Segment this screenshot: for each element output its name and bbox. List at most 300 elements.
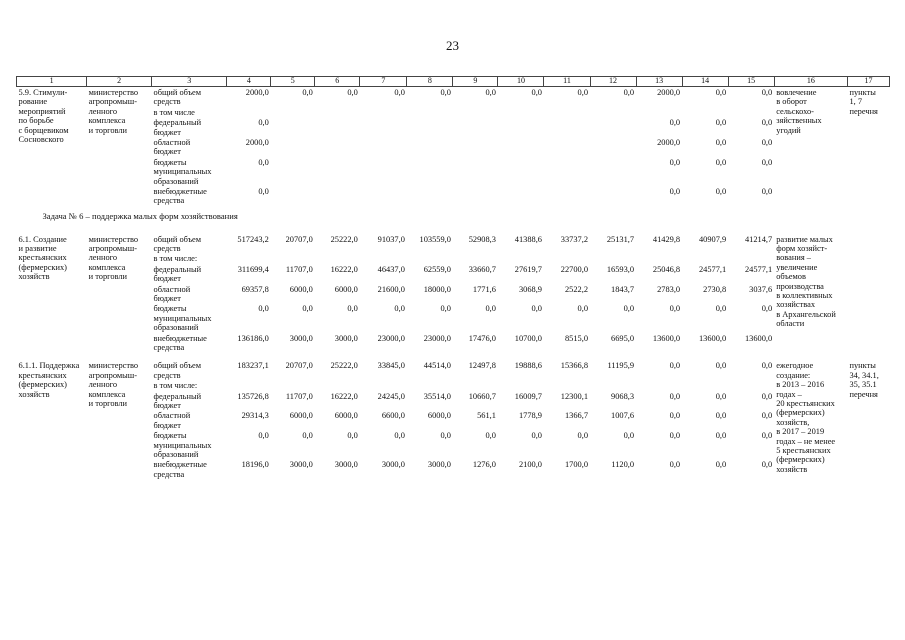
column-number-cell: 8 [407, 77, 453, 87]
amount-cell [498, 410, 544, 430]
amount-cell [636, 253, 682, 263]
amount-cell-text: 1843,7 [611, 284, 635, 294]
amount-cell [682, 360, 728, 380]
amount-cell [498, 391, 544, 411]
amount-cell [544, 303, 590, 332]
amount-cell [407, 391, 453, 411]
amount-cell-text: 0,0 [485, 431, 496, 441]
expected-result-cell-text: вовлечение в оборот сельскохо- зяйственных угодий [776, 88, 822, 135]
amount-cell [227, 303, 271, 332]
amount-cell-text: 0,0 [715, 157, 727, 167]
amount-cell [590, 333, 636, 353]
amount-cell-text: 41429,8 [652, 234, 681, 244]
amount-cell [682, 430, 728, 459]
amount-cell-text: 0,0 [669, 460, 681, 470]
amount-cell-text: 135726,8 [237, 391, 269, 401]
amount-cell-text: 0,0 [347, 304, 358, 314]
amount-cell [271, 157, 315, 186]
column-number-cell: 5 [271, 77, 315, 87]
funding-source-cell [152, 303, 227, 332]
amount-cell [590, 410, 636, 430]
amount-cell [453, 137, 498, 157]
amount-cell [636, 410, 682, 430]
amount-cell-text: 24577,1 [744, 264, 773, 274]
funding-row [17, 234, 890, 254]
amount-cell [315, 333, 360, 353]
funding-source-cell-text: внебюджетные средства [153, 460, 207, 479]
amount-cell [498, 430, 544, 459]
amount-cell-text: 2000,0 [657, 138, 681, 148]
amount-cell-text: 0,0 [258, 118, 269, 128]
amount-cell [227, 186, 271, 206]
amount-cell [360, 410, 407, 430]
column-number-cell: 14 [682, 77, 728, 87]
amount-cell-text: 0,0 [761, 460, 773, 470]
amount-cell-text: 2000,0 [657, 88, 681, 97]
amount-cell [453, 360, 498, 380]
amount-cell [271, 107, 315, 117]
funding-source-cell [152, 186, 227, 206]
amount-cell [407, 137, 453, 157]
amount-cell [728, 410, 774, 430]
amount-cell [728, 380, 774, 390]
amount-cell-text: 27619,7 [514, 264, 542, 274]
amount-cell-text: 18196,0 [241, 460, 269, 470]
amount-cell [636, 303, 682, 332]
funding-source-cell [152, 264, 227, 284]
amount-cell-text: 0,0 [485, 88, 496, 97]
amount-cell [315, 264, 360, 284]
funding-source-cell-text: областной бюджет [153, 411, 191, 430]
amount-cell [407, 410, 453, 430]
amount-cell [407, 380, 453, 390]
amount-cell [227, 137, 271, 157]
amount-cell [315, 137, 360, 157]
amount-cell [360, 264, 407, 284]
amount-cell [453, 303, 498, 332]
amount-cell [498, 186, 544, 206]
amount-cell [271, 137, 315, 157]
amount-cell [590, 264, 636, 284]
amount-cell-text: 2100,0 [518, 460, 542, 470]
amount-cell [227, 107, 271, 117]
reference-cell [847, 87, 889, 206]
amount-cell [636, 157, 682, 186]
funding-source-cell [152, 137, 227, 157]
amount-cell-text: 6000,0 [289, 284, 313, 294]
amount-cell [498, 137, 544, 157]
amount-cell-text: 0,0 [761, 88, 773, 97]
measure-name-cell [17, 87, 87, 206]
amount-cell [271, 333, 315, 353]
amount-cell [682, 333, 728, 353]
measure-name-cell-text: 6.1. Создание и развитие крестьянских (фермерских) хозяйств [18, 234, 67, 282]
column-number-cell: 1 [17, 77, 87, 87]
amount-cell [636, 391, 682, 411]
amount-cell-text: 1276,0 [472, 460, 496, 470]
amount-cell-text: 3000,0 [289, 460, 313, 470]
funding-source-cell-text: бюджеты муниципальных образований [153, 157, 212, 186]
column-number-cell: 13 [636, 77, 682, 87]
amount-cell [227, 459, 271, 479]
amount-cell [315, 380, 360, 390]
amount-cell [498, 234, 544, 254]
amount-cell [498, 284, 544, 304]
amount-cell-text: 0,0 [258, 431, 269, 441]
amount-cell-text: 1007,6 [611, 411, 635, 421]
amount-cell-text: 44514,0 [423, 361, 451, 371]
amount-cell [453, 430, 498, 459]
amount-cell [682, 391, 728, 411]
amount-cell-text: 0,0 [394, 431, 405, 441]
amount-cell-text: 29314,3 [241, 411, 269, 421]
amount-cell [590, 430, 636, 459]
amount-cell [682, 459, 728, 479]
amount-cell-text: 16222,0 [330, 391, 358, 401]
amount-cell-text: 21600,0 [377, 284, 405, 294]
amount-cell [682, 137, 728, 157]
spacer-cell [17, 352, 890, 360]
amount-cell [498, 107, 544, 117]
reference-cell [847, 234, 889, 353]
column-number-cell: 12 [590, 77, 636, 87]
executor-cell [87, 360, 152, 479]
amount-cell [360, 303, 407, 332]
amount-cell-text: 0,0 [761, 411, 773, 421]
amount-cell [407, 253, 453, 263]
amount-cell-text: 0,0 [394, 88, 405, 97]
amount-cell [271, 253, 315, 263]
amount-cell-text: 9068,3 [611, 391, 635, 401]
amount-cell-text: 35514,0 [423, 391, 451, 401]
amount-cell [315, 459, 360, 479]
amount-cell-text: 3000,0 [334, 333, 358, 343]
amount-cell-text: 0,0 [669, 391, 681, 401]
amount-cell [407, 87, 453, 107]
amount-cell-text: 69357,8 [241, 284, 269, 294]
amount-cell [590, 117, 636, 137]
amount-cell-text: 0,0 [761, 118, 773, 128]
amount-cell-text: 16593,0 [606, 264, 635, 274]
amount-cell [453, 284, 498, 304]
amount-cell-text: 0,0 [440, 304, 451, 314]
amount-cell [544, 137, 590, 157]
funding-source-cell [152, 253, 227, 263]
amount-cell-text: 0,0 [669, 157, 681, 167]
amount-cell [636, 264, 682, 284]
amount-cell [271, 459, 315, 479]
amount-cell [590, 157, 636, 186]
amount-cell [227, 333, 271, 353]
amount-cell-text: 0,0 [761, 138, 773, 148]
amount-cell [682, 264, 728, 284]
amount-cell [544, 87, 590, 107]
amount-cell-text: 136186,0 [237, 333, 269, 343]
amount-cell [498, 253, 544, 263]
measure-name-cell [17, 360, 87, 479]
amount-cell [315, 410, 360, 430]
amount-cell [453, 253, 498, 263]
amount-cell-text: 25131,7 [606, 234, 635, 244]
amount-cell [728, 264, 774, 284]
amount-cell-text: 3000,0 [427, 460, 451, 470]
amount-cell [227, 264, 271, 284]
amount-cell [636, 380, 682, 390]
expected-result-cell [774, 360, 847, 479]
amount-cell [360, 87, 407, 107]
amount-cell-text: 0,0 [669, 411, 681, 421]
column-number-row [17, 77, 890, 87]
amount-cell [590, 380, 636, 390]
amount-cell-text: 0,0 [531, 431, 542, 441]
amount-cell-text: 12300,1 [560, 391, 589, 401]
measure-name-cell [17, 234, 87, 353]
amount-cell [227, 430, 271, 459]
amount-cell-text: 0,0 [669, 118, 681, 128]
amount-cell [544, 380, 590, 390]
amount-cell [498, 360, 544, 380]
amount-cell [728, 87, 774, 107]
amount-cell [682, 157, 728, 186]
amount-cell-text: 16222,0 [330, 264, 358, 274]
amount-cell [271, 391, 315, 411]
amount-cell [227, 391, 271, 411]
task-heading-row [17, 206, 890, 234]
amount-cell-text: 3000,0 [289, 333, 313, 343]
measure-name-cell-text: 5.9. Стимули- рование мероприятий по борьбе с борщевиком Сосновского [18, 88, 69, 145]
funding-source-cell-text: федеральный бюджет [153, 264, 202, 284]
amount-cell-text: 2783,0 [657, 284, 681, 294]
amount-cell [271, 186, 315, 206]
funding-source-cell-text: областной бюджет [153, 138, 191, 157]
amount-cell [360, 117, 407, 137]
amount-cell-text: 8515,0 [564, 333, 589, 343]
amount-cell [728, 391, 774, 411]
amount-cell [453, 234, 498, 254]
expected-result-cell [774, 87, 847, 206]
amount-cell [453, 391, 498, 411]
amount-cell [682, 117, 728, 137]
funding-row [17, 360, 890, 380]
amount-cell [728, 303, 774, 332]
amount-cell [271, 410, 315, 430]
amount-cell-text: 2522,2 [564, 284, 589, 294]
amount-cell [227, 87, 271, 107]
amount-cell [544, 333, 590, 353]
amount-cell-text: 0,0 [715, 118, 727, 128]
amount-cell [407, 430, 453, 459]
amount-cell-text: 2000,0 [245, 88, 269, 97]
funding-source-cell-text: общий объем средств [153, 88, 202, 107]
amount-cell [590, 186, 636, 206]
amount-cell [227, 157, 271, 186]
amount-cell [453, 157, 498, 186]
amount-cell-text: 0,0 [623, 304, 635, 314]
amount-cell [315, 117, 360, 137]
reference-cell-text: пункты 1, 7 перечня [849, 88, 878, 116]
amount-cell [407, 303, 453, 332]
executor-cell-text: министерство агропромыш- ленного комплекса и торговли [88, 361, 139, 408]
amount-cell [315, 303, 360, 332]
amount-cell [407, 333, 453, 353]
funding-source-cell-text: внебюджетные средства [153, 187, 207, 206]
amount-cell-text: 0,0 [347, 431, 358, 441]
funding-source-cell [152, 391, 227, 411]
amount-cell [728, 360, 774, 380]
amount-cell [498, 157, 544, 186]
amount-cell [544, 117, 590, 137]
funding-source-cell-text: областной бюджет [153, 284, 191, 303]
amount-cell-text: 41214,7 [744, 234, 773, 244]
amount-cell [498, 303, 544, 332]
amount-cell [407, 234, 453, 254]
amount-cell [227, 284, 271, 304]
amount-cell-text: 0,0 [394, 304, 405, 314]
executor-cell-text: министерство агропромыш- ленного комплекса и торговли [88, 88, 139, 135]
amount-cell-text: 0,0 [669, 361, 681, 371]
amount-cell [682, 410, 728, 430]
amount-cell-text: 11195,9 [607, 361, 635, 371]
amount-cell [728, 186, 774, 206]
amount-cell [544, 430, 590, 459]
amount-cell-text: 20707,0 [285, 361, 313, 371]
amount-cell [360, 333, 407, 353]
amount-cell [453, 380, 498, 390]
amount-cell-text: 13600,0 [652, 333, 681, 343]
amount-cell [453, 459, 498, 479]
amount-cell [590, 284, 636, 304]
amount-cell [590, 391, 636, 411]
amount-cell [728, 459, 774, 479]
amount-cell-text: 0,0 [715, 411, 727, 421]
amount-cell-text: 517243,2 [237, 234, 269, 244]
amount-cell-text: 0,0 [715, 187, 727, 197]
amount-cell [682, 186, 728, 206]
expected-result-cell-text: развитие малых форм хозяйст- вования – увеличение объемов производства в коллективных хозяйствах в Архангельской области [776, 234, 836, 329]
amount-cell [728, 117, 774, 137]
amount-cell-text: 1120,0 [611, 460, 635, 470]
amount-cell [227, 360, 271, 380]
amount-cell [360, 430, 407, 459]
amount-cell-text: 0,0 [302, 88, 313, 97]
amount-cell [360, 234, 407, 254]
funding-source-cell-text: общий объем средств [153, 234, 202, 253]
amount-cell-text: 52908,3 [468, 234, 496, 244]
amount-cell-text: 41388,6 [514, 234, 542, 244]
amount-cell-text: 23000,0 [377, 333, 405, 343]
amount-cell-text: 15366,8 [560, 361, 589, 371]
amount-cell-text: 0,0 [623, 431, 635, 441]
amount-cell [360, 360, 407, 380]
amount-cell-text: 0,0 [669, 431, 681, 441]
amount-cell-text: 24245,0 [377, 391, 405, 401]
amount-cell-text: 13600,0 [744, 333, 773, 343]
amount-cell-text: 1700,0 [564, 460, 589, 470]
amount-cell [360, 391, 407, 411]
amount-cell [636, 234, 682, 254]
amount-cell-text: 25222,0 [330, 361, 358, 371]
amount-cell [544, 360, 590, 380]
funding-source-cell [152, 360, 227, 380]
amount-cell [636, 107, 682, 117]
amount-cell [728, 137, 774, 157]
amount-cell [453, 107, 498, 117]
amount-cell [271, 430, 315, 459]
funding-source-cell [152, 430, 227, 459]
amount-cell-text: 0,0 [761, 391, 773, 401]
amount-cell-text: 0,0 [531, 304, 542, 314]
amount-cell [227, 380, 271, 390]
amount-cell-text: 0,0 [485, 304, 496, 314]
amount-cell-text: 12497,8 [468, 361, 496, 371]
amount-cell-text: 0,0 [761, 361, 773, 371]
amount-cell-text: 0,0 [715, 138, 727, 148]
amount-cell [544, 459, 590, 479]
amount-cell-text: 183237,1 [237, 361, 269, 371]
amount-cell [544, 410, 590, 430]
task-heading: Задача № 6 – поддержка малых форм хозяйствования [42, 210, 238, 221]
amount-cell [315, 107, 360, 117]
section-spacer [17, 352, 890, 360]
amount-cell [453, 410, 498, 430]
page-number: 23 [446, 38, 459, 53]
amount-cell [315, 360, 360, 380]
funding-source-cell [152, 284, 227, 304]
amount-cell [498, 87, 544, 107]
amount-cell-text: 0,0 [761, 157, 773, 167]
funding-source-cell [152, 410, 227, 430]
amount-cell [590, 107, 636, 117]
funding-source-cell [152, 107, 227, 117]
amount-cell-text: 6000,0 [289, 411, 313, 421]
amount-cell [728, 234, 774, 254]
funding-source-cell [152, 380, 227, 390]
amount-cell-text: 91037,0 [377, 234, 405, 244]
amount-cell [728, 157, 774, 186]
funding-source-cell [152, 157, 227, 186]
amount-cell-text: 0,0 [577, 304, 589, 314]
amount-cell-text: 18000,0 [423, 284, 451, 294]
funding-source-cell [152, 459, 227, 479]
column-number-cell: 15 [728, 77, 774, 87]
amount-cell [227, 234, 271, 254]
amount-cell [453, 333, 498, 353]
amount-cell [728, 430, 774, 459]
reference-cell [847, 360, 889, 479]
amount-cell [728, 333, 774, 353]
amount-cell [227, 410, 271, 430]
amount-cell-text: 33737,2 [560, 234, 589, 244]
amount-cell-text: 561,1 [477, 411, 496, 421]
amount-cell [544, 264, 590, 284]
amount-cell-text: 1366,7 [564, 411, 589, 421]
amount-cell [682, 107, 728, 117]
funding-source-cell-text: в том числе [153, 107, 195, 117]
amount-cell [315, 87, 360, 107]
amount-cell [544, 253, 590, 263]
amount-cell-text: 3000,0 [334, 460, 358, 470]
amount-cell-text: 16009,7 [514, 391, 542, 401]
amount-cell [728, 284, 774, 304]
amount-cell [636, 137, 682, 157]
amount-cell [636, 117, 682, 137]
amount-cell [407, 459, 453, 479]
column-number-cell: 11 [544, 77, 590, 87]
column-number-cell: 2 [87, 77, 152, 87]
amount-cell-text: 0,0 [669, 187, 681, 197]
amount-cell [407, 264, 453, 284]
amount-cell [636, 333, 682, 353]
